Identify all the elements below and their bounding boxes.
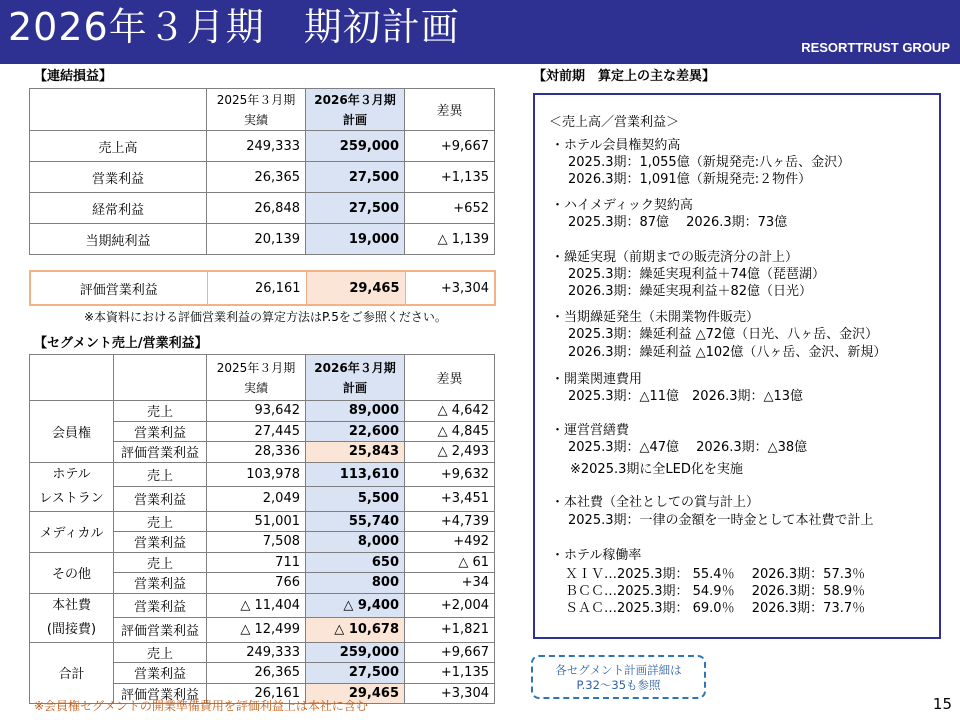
bullet-item: ・開業関連費用 [551,372,643,387]
table-row: メディカル 売上 51,001 55,740 +4,739 [30,511,495,532]
col-prev-header: 2025年３月期 実績 [207,89,306,131]
bullet-item: ・当期繰延発生（未開業物件販売） [551,310,760,325]
table-row: 営業利益 27,445 22,600 △ 4,845 [30,421,495,442]
consolidated-section-title: 【連結損益】 [34,69,113,84]
brand-logo-text: RESORTTRUST GROUP [801,40,950,55]
eval-method-note: ※本資料における評価営業利益の算定方法はP.5をご参照ください。 [84,310,447,324]
col-plan-header: 2026年３月期 計画 [306,89,405,131]
bullet-item: ・運営営繕費 [551,423,630,438]
table-row: ホテル レストラン 売上 103,978 113,610 +9,632 [30,462,495,487]
detail-line: 2026.3期：繰延利益 △102億（八ヶ岳、金沢、新規） [568,345,887,360]
bullet-item: ・本社費（全社としての賞与計上） [551,495,760,510]
detail-line: 2025.3期：87億 2026.3期：73億 [568,215,788,230]
col-prev-header: 2025年３月期 実績 [207,355,306,401]
bullet-item: ・ホテル稼働率 [551,548,642,563]
segment-name: 会員権 [30,401,114,463]
header-bar [0,0,960,64]
reference-callout: 各セグメント計画詳細は P.32～35も参照 [531,655,706,699]
col-plan-header: 2026年３月期 計画 [306,355,405,401]
table-header-row [30,355,495,401]
bullet-item: ・ホテル会員権契約高 [551,138,681,153]
table-row: 営業利益 2,049 5,500 +3,451 [30,487,495,512]
subheading: ＜売上高／営業利益＞ [549,115,680,130]
detail-line: 2026.3期：1,091億（新規発売:２物件） [568,172,812,187]
segment-name: 本社費 (間接費) [30,593,114,642]
table-row: 会員権 売上 93,642 89,000 △ 4,642 [30,401,495,422]
table-row: 評価営業利益 △ 12,499 △ 10,678 +1,821 [30,618,495,643]
table-header-row [30,89,495,131]
segment-name: ホテル レストラン [30,462,114,511]
segment-name: 合計 [30,642,114,704]
segment-table [29,354,495,704]
detail-line: ＳＡＣ…2025.3期： 69.0％ 2026.3期：73.7％ [565,601,866,616]
page-number: 15 [932,695,952,713]
segment-section-title: 【セグメント売上/営業利益】 [34,336,208,351]
bullet-item: ・繰延実現（前期までの販売済分の計上） [551,250,799,265]
detail-line: 2025.3期：△11億 2026.3期：△13億 [568,389,804,404]
detail-note: ※2025.3期に全LED化を実施 [570,462,743,477]
table-row: 評価営業利益 28,336 25,843 △ 2,493 [30,442,495,463]
segment-name: その他 [30,552,114,593]
segment-footnote: ※会員権セグメントの開業準備費用を評価利益上は本社に含む [34,699,368,713]
table-row: 当期純利益 20,139 19,000 △ 1,139 [30,224,495,255]
detail-line: ＸＩＶ…2025.3期： 55.4％ 2026.3期：57.3％ [565,567,866,582]
segment-name: メディカル [30,511,114,552]
detail-line: 2025.3期：△47億 2026.3期：△38億 [568,440,808,455]
table-row: 評価営業利益 26,161 29,465 +3,304 [30,683,495,704]
diff-section-title: 【対前期 算定上の主な差異】 [533,69,716,84]
detail-line: 2026.3期：繰延実現利益＋82億（日光） [568,284,813,299]
table-row: 経常利益 26,848 27,500 +652 [30,193,495,224]
table-row: 営業利益 7,508 8,000 +492 [30,532,495,553]
eval-profit-table [29,270,496,306]
col-diff-header: 差異 [405,355,495,401]
detail-line: ＢＣＣ…2025.3期： 54.9％ 2026.3期：58.9％ [565,584,866,599]
consolidated-table [29,88,495,255]
table-row: 営業利益 766 800 +34 [30,573,495,594]
col-diff-header: 差異 [405,89,495,131]
table-row: 営業利益 26,365 27,500 +1,135 [30,162,495,193]
page-title: 2026年３月期 期初計画 [8,5,460,49]
detail-line: 2025.3期：一律の金額を一時金として本社費で計上 [568,513,874,528]
table-row: 営業利益 26,365 27,500 +1,135 [30,663,495,684]
detail-line: 2025.3期：繰延利益 △72億（日光、八ヶ岳、金沢） [568,327,879,342]
table-row: 評価営業利益 26,161 29,465 +3,304 [30,271,495,305]
table-row: 合計 売上 249,333 259,000 +9,667 [30,642,495,663]
table-row: 本社費 (間接費) 営業利益 △ 11,404 △ 9,400 +2,004 [30,593,495,618]
table-row: 売上高 249,333 259,000 +9,667 [30,131,495,162]
bullet-item: ・ハイメディック契約高 [551,198,693,213]
table-row: その他 売上 711 650 △ 61 [30,552,495,573]
detail-line: 2025.3期：1,055億（新規発売:八ヶ岳、金沢） [568,155,851,170]
detail-line: 2025.3期：繰延実現利益＋74億（琵琶湖） [568,267,826,282]
